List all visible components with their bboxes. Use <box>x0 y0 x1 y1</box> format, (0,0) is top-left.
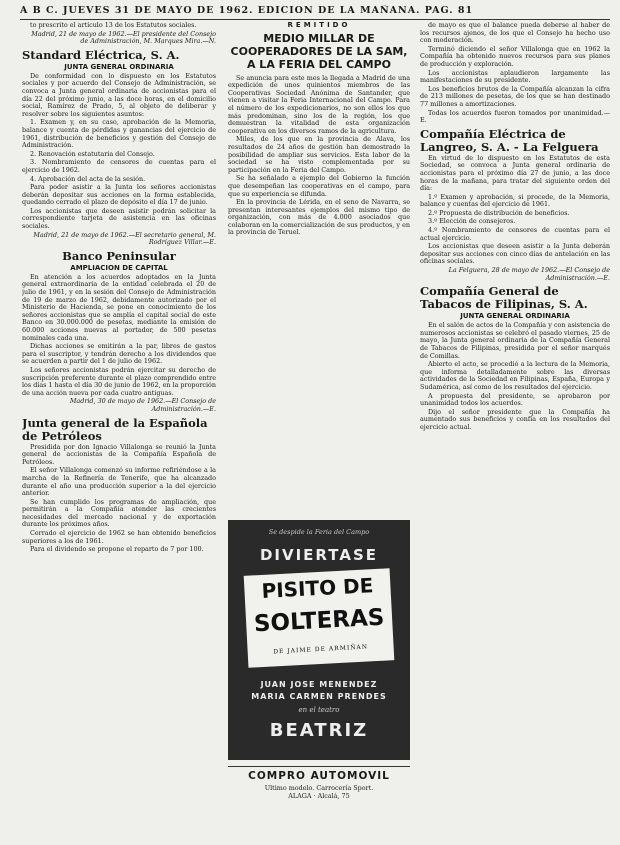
ad-cast-1: JUAN JOSE MENENDEZ <box>260 680 378 689</box>
paragraph: Terminó diciendo el señor Villalonga que en 1962 la Compañía ha obtenido nuevos recursos para sus planes de producción y exploración. <box>420 44 610 68</box>
ad-theater-name: BEATRIZ <box>269 720 369 741</box>
classified-title: COMPRO AUTOMOVIL <box>248 770 390 782</box>
section-title-banco-peninsular: Banco Peninsular <box>62 248 176 263</box>
paragraph: Los accionistas que deseen asistir podrán solicitar la correspondiente tarjeta de asistencia en las oficinas sociales. <box>22 206 216 231</box>
article-headline: MEDIO MILLAR DE COOPERADORES DE LA SAM, A LA FERIA DEL CAMPO <box>230 31 408 71</box>
paragraph: 1.º Examen y aprobación, si procede, de la Memoria, balance y cuentas del ejercicio de 1961. <box>420 192 610 209</box>
paragraph: Todas los acuerdos fueron tomados por unanimidad.—E. <box>420 108 610 125</box>
section-subtitle: AMPLIACION DE CAPITAL <box>70 263 168 272</box>
page-header: A B C. JUEVES 31 DE MAYO DE 1962. EDICION DE LA MAÑANA. PAG. 81 <box>20 5 610 20</box>
ad-tagline: Se despide la Feria del Campo <box>268 528 370 536</box>
paragraph: to prescrito el artículo 13 de los Estatutos sociales. <box>30 22 197 29</box>
section-subtitle: JUNTA GENERAL ORDINARIA <box>64 62 174 71</box>
paragraph: Para poder asistir a la Junta los señores accionistas deberán depositar sus acciones en la forma establecida, quedando cerrado el plazo de depósito el día 17 de junio. <box>22 183 216 207</box>
classified-ad <box>228 766 410 807</box>
paragraph: De conformidad con lo dispuesto en los Estatutos sociales y por acuerdo del Consejo de Administración, se convoca a Junta general ordinaria de accionistas para el día 22 del próximo junio, a las doce horas, en el domicilio social, Ramírez de Prado, 5, al objeto de deliberar y resolver sobre los siguientes asuntos: <box>22 71 216 118</box>
paragraph: En el salón de actos de la Compañía y con asistencia de numerosos accionistas se celebró el pasado viernes, 25 de mayo, la Junta general ordinaria de la Compañía General de Tabacos de Filipinas, presidida por el señor marqués de Comillas. <box>420 321 610 360</box>
paragraph: Dijo el señor presidente que la Compañía ha aumentado sus beneficios y confía en los resultados del ejercicio actual. <box>420 407 610 431</box>
section-title-espanola-petroleos: Junta general de la Española de Petróleos <box>22 415 208 443</box>
remitido-label: REMITIDO <box>287 22 351 29</box>
paragraph: 2.º Propuesta de distribución de beneficios. <box>428 208 570 217</box>
paragraph: En virtud de lo dispuesto en los Estatutos de esta Sociedad, se convoca a Junta general ordinaria de accionistas para el próximo día 27 de junio, a las doce horas de la mañana, para tratar del siguiente orden del día: <box>420 153 610 193</box>
paragraph: Cerrado el ejercicio de 1962 se han obtenido beneficios superiores a los de 1961. <box>22 529 216 545</box>
paragraph: 1. Examen y, en su caso, aprobación de la Memoria, balance y cuenta de pérdidas y ganancias del ejercicio de 1961, distribución de beneficios y gestión del Consejo de Administración. <box>22 118 216 150</box>
column-left <box>22 22 216 842</box>
column-right <box>420 22 610 842</box>
paragraph: Los señores accionistas podrán ejercitar su derecho de suscripción preferente durante el plazo comprendido entre los días 1 hasta el día 30 de junio de 1962, en la proporción de una acción nueva por cada cuatro antiguas. <box>22 365 216 397</box>
paragraph: Para el dividendo se propone el reparto de 7 por 100. <box>30 545 204 554</box>
theater-advertisement <box>228 520 410 760</box>
paragraph: 2. Renovación estatutaria del Consejo. <box>30 149 155 158</box>
paragraph: 4. Aprobación del acta de la sesión. <box>30 174 146 183</box>
paragraph: Los accionistas que deseen asistir a la Junta deberán depositar sus acciones con cinco días de antelación en las oficinas sociales. <box>420 242 610 266</box>
ad-author: DE JAIME DE ARMIÑAN <box>273 643 369 656</box>
paragraph: de mayo es que el balance pueda deberse al haber de los recursos ajenos, de los que el Consejo ha hecho uso con moderación. <box>420 22 610 45</box>
paragraph: Se han cumplido los programas de ampliación, que permitirán a la Compañía atender las crecientes necesidades del mercado nacional y de exportación durante los próximos años. <box>22 497 216 529</box>
paragraph: Presidida por don Ignacio Villalonga se reunió la Junta general de accionistas de la Compañía Española de Petróleos. <box>22 442 216 466</box>
ad-in-theater: en el teatro <box>298 706 340 714</box>
paragraph: Abierto el acto, se procedió a la lectura de la Memoria, que informa detalladamente sobre las diversas actividades de la Sociedad en Filipinas, España, Europa y Sudamérica, así como de los resultados del ejercicio. <box>420 360 610 391</box>
paragraph: Los beneficios brutos de la Compañía alcanzan la cifra de 213 millones de pesetas, de los que se han destinado 77 millones a amortizaciones. <box>420 84 610 108</box>
paragraph: A propuesta del presidente, se aprobaron por unanimidad todos los acuerdos. <box>420 391 610 408</box>
signature: Madrid, 21 de mayo de 1962.—El presidente del Consejo de Administración, M. Marques Mira.—N. <box>31 29 216 46</box>
column-middle <box>228 22 410 517</box>
signature: Madrid, 21 de mayo de 1962.—El secretario general, M. Rodríguez Villar.—E. <box>33 230 216 247</box>
paragraph: Dichas acciones se emitirán a la par, libres de gastos para el suscriptor, y tendrán derecho a los dividendos que se acuerden a partir del 1 de julio de 1962. <box>22 342 216 366</box>
paragraph: Miles, de los que en la provincia de Alava, los resultados de 24 años de gestión han demostrado la posibilidad de ampliar sus servicios. Esta labor de la sociedad se ha visto complementada por su participación en la Feria del Campo. <box>228 135 410 174</box>
section-title-tabacos-filipinas: Compañía General de Tabacos de Filipinas, S. A. <box>420 284 588 312</box>
paragraph: 3.º Elección de consejeros. <box>428 217 516 226</box>
ad-diviertase: DIVIERTASE <box>259 546 379 564</box>
classified-line: Ultimo modelo. Carrocería Sport. <box>264 784 374 792</box>
paragraph: 3. Nombramiento de censores de cuentas para el ejercicio de 1962. <box>22 158 216 174</box>
section-title-standard-electrica: Standard Eléctrica, S. A. <box>22 47 180 62</box>
section-title-electrica-langreo: Compañía Eléctrica de Langreo, S. A. - La Felguera <box>420 126 599 154</box>
paragraph: 4.º Nombramiento de censores de cuentas para el actual ejercicio. <box>420 226 610 242</box>
signature: Madrid, 30 de mayo de 1962.—El Consejo de Administración.—E. <box>69 397 216 413</box>
paragraph: Se anuncia para este mes la llegada a Madrid de una expedición de unos quinientos miembros de las Cooperativas Sociedad Anónima de Santander, que vienen a visitar la Feria Internacional del Campo. Para el número de los expedicionarios, no son ellos los que más predominan, sino los de la región, los que demuestran la vitalidad de esta organización cooperativa en los diversos ramos de la agricultura. <box>228 73 410 135</box>
paragraph: El señor Villalonga comenzó su informe refiriéndose a la marcha de la Refinería de Tenerife, que ha alcanzado durante el año una producción superior a la del ejercicio anterior. <box>22 466 216 498</box>
signature: La Felguera, 28 de mayo de 1962.—El Consejo de Administración.—E. <box>448 266 610 282</box>
classified-line: ALAGA · Alcalá, 75 <box>288 792 350 800</box>
ad-poster <box>244 568 395 668</box>
ad-cast-2: MARIA CARMEN PRENDES <box>251 692 387 701</box>
paragraph: En atención a los acuerdos adoptados en la Junta general extraordinaria de la entidad celebrada el 20 de julio de 1961, y en la sesión del Consejo de Administración de 19 de marzo de 1962, debidamente autorizado por el Ministerio de Hacienda, se pone en conocimiento de los señores accionistas que se amplía el capital social de este Banco en 30.000.000 de pesetas, mediante la emisión de 60.000 acciones nuevas al portador, de 500 pesetas nominales cada una. <box>22 272 216 342</box>
paragraph: Los accionistas aplaudieron largamente las manifestaciones de su presidente. <box>420 68 610 85</box>
section-subtitle: JUNTA GENERAL ORDINARIA <box>460 312 570 321</box>
ad-title-line1: PISITO DE <box>260 573 374 603</box>
paragraph: Se ha señalado a ejemplo del Gobierno la función que desempeñan las cooperativas en el campo, para que su experiencia se difunda. <box>228 174 410 198</box>
paragraph: En la provincia de Lérida, en el seno de Navarra, se presentan interesantes ejemplos del mismo tipo de organización, con más de 4.000 asociados que colaboran en la comercialización de sus productos, y en la provincia de Teruel. <box>228 198 410 237</box>
ad-title-line2: SOLTERAS <box>253 604 385 638</box>
